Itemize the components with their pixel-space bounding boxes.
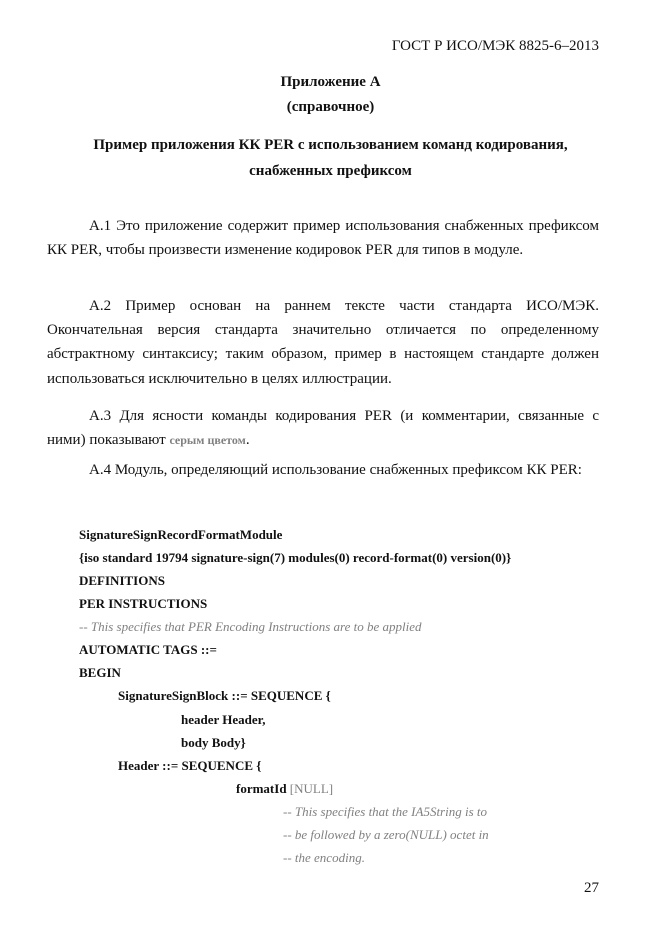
code-formatid-line [236, 781, 333, 797]
code-module-name: SignatureSignRecordFormatModule [79, 527, 283, 542]
code-formatid: formatId [236, 781, 287, 796]
appendix-heading-line2: снабженных префиксом [249, 163, 412, 179]
code-block-definition: SignatureSignBlock ::= SEQUENCE { [118, 688, 331, 703]
paragraph-a3-gray-text: серым цветом [169, 433, 246, 448]
code-body-field: body Body} [181, 735, 246, 750]
paragraph-a4: А.4 Модуль, определяющий использование снабженных префиксом КК PER: [89, 462, 582, 478]
code-comment-null-octet: -- be followed by a zero(NULL) octet in [283, 827, 489, 842]
appendix-title: Приложение А [280, 74, 381, 90]
code-formatid-instruction: [NULL] [289, 781, 334, 796]
code-header-definition: Header ::= SEQUENCE { [118, 758, 262, 773]
code-automatic-tags: AUTOMATIC TAGS ::= [79, 642, 217, 657]
appendix-subtitle: (справочное) [286, 99, 375, 115]
appendix-heading-line1: Пример приложения КК PER с использованием команд кодирования, [93, 137, 568, 153]
paragraph-a3 [47, 404, 599, 452]
code-comment-encoding: -- the encoding. [283, 850, 365, 865]
paragraph-a1: А.1 Это приложение содержит пример использования снабженных префиксом КК PER, чтобы произвести изменение кодировок PER для типов в модуле. [47, 218, 599, 259]
document-standard-code: ГОСТ Р ИСО/МЭК 8825-6–2013 [391, 38, 599, 54]
code-header-field: header Header, [181, 712, 266, 727]
paragraph-a2: А.2 Пример основан на раннем тексте части стандарта ИСО/МЭК. Окончательная версия стандарта значительно отличается по определенному абстрактному синтаксису; таким образом, пример в настоящем стандарте должен использоваться исключительно в целях иллюстрации. [47, 298, 599, 387]
paragraph-a3-text: А.3 Для ясности команды кодирования PER (и комментарии, связанные с ними) показывают [47, 408, 599, 449]
code-per-instructions: PER INSTRUCTIONS [79, 596, 208, 611]
page-number: 27 [584, 880, 599, 896]
code-begin: BEGIN [79, 665, 121, 680]
code-definitions: DEFINITIONS [79, 573, 165, 588]
paragraph-a3-end: . [245, 432, 250, 449]
code-comment-per-applied: -- This specifies that PER Encoding Instructions are to be applied [79, 619, 422, 634]
code-oid: {iso standard 19794 signature-sign(7) modules(0) record-format(0) version(0)} [79, 550, 512, 565]
code-comment-ia5string: -- This specifies that the IA5String is to [283, 804, 488, 819]
